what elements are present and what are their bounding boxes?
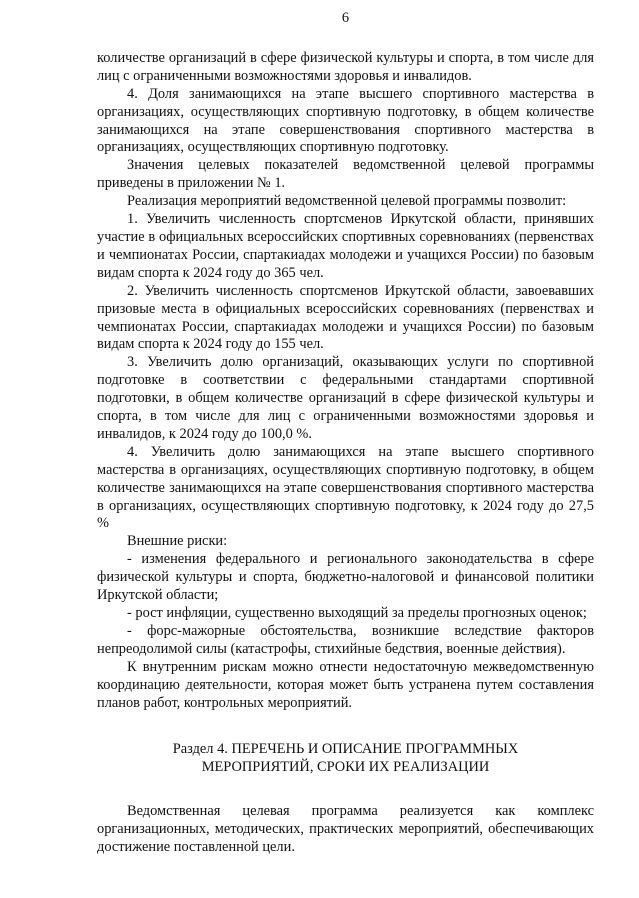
paragraph-risk-force-majeure: - форс-мажорные обстоятельства, возникшие вследствие факторов непреодолимой силы (катастрофы, стихийные бедствия, военные действия). [97, 622, 594, 657]
page-number: 6 [341, 10, 350, 26]
paragraph-result-1: 1. Увеличить численность спортсменов Иркутской области, принявших участие в официальных всероссийских спортивных соревнованиях (первенствах и чемпионатах России, спартакиадах молодежи и учащихся России) по базовым видам спорта к 2024 году до 365 чел. [97, 211, 594, 281]
body-text-bottom [97, 803, 594, 857]
paragraph-target-values: Значения целевых показателей ведомственной целевой программы приведены в приложении № 1. [97, 157, 594, 192]
paragraph-result-4: 4. Увеличить долю занимающихся на этапе высшего спортивного мастерства в организациях, осуществляющих спортивную подготовку, в общем количестве занимающихся на этапе совершенствования спортивного мастерства в организациях, осуществляющих спортивную подготовку, к 2024 году до 27,5 % [97, 443, 594, 532]
paragraph-external-risks-heading: Внешние риски: [127, 533, 228, 550]
body-text-top [97, 50, 594, 713]
paragraph-risk-inflation: - рост инфляции, существенно выходящий за пределы прогнозных оценок; [127, 605, 587, 621]
section-title-line-2: МЕРОПРИЯТИЙ, СРОКИ ИХ РЕАЛИЗАЦИИ [201, 759, 490, 776]
section-title [97, 741, 594, 777]
paragraph-indicator-4: 4. Доля занимающихся на этапе высшего спортивного мастерства в организациях, осуществляющих спортивную подготовку, в общем количестве занимающихся на этапе совершенствования спортивного мастерства в организациях, осуществляющих спортивную подготовку. [97, 85, 594, 156]
section-title-line-1: Раздел 4. ПЕРЕЧЕНЬ И ОПИСАНИЕ ПРОГРАММНЫХ [172, 741, 519, 758]
paragraph-continuation: количестве организаций в сфере физической культуры и спорта, в том числе для лиц с ограниченными возможностями здоровья и инвалидов. [97, 49, 594, 84]
paragraph-internal-risks: К внутренним рискам можно отнести недостаточную межведомственную координацию деятельности, которая может быть устранена путем составления планов работ, контрольных мероприятий. [97, 658, 594, 711]
paragraph-risk-legislation: - изменения федерального и регионального законодательства в сфере физической культуры и спорта, бюджетно-налоговой и финансовой политики Иркутской области; [97, 551, 594, 604]
paragraph-implementation-intro: Реализация мероприятий ведомственной целевой программы позволит: [127, 193, 567, 210]
paragraph-program-description: Ведомственная целевая программа реализуется как комплекс организационных, методических, практических мероприятий, обеспечивающих достижение поставленной цели. [97, 803, 594, 856]
paragraph-result-2: 2. Увеличить численность спортсменов Иркутской области, завоевавших призовые места в официальных всероссийских соревнованиях (первенствах и чемпионатах России, спартакиадах молодежи и учащихся России) по базовым видам спорта к 2024 году до 155 чел. [97, 282, 594, 353]
paragraph-result-3: 3. Увеличить долю организаций, оказывающих услуги по спортивной подготовке в соответствии с федеральными стандартами спортивной подготовки, в общем количестве организаций в сфере физической культуры и спорта, в том числе для лиц с ограниченными возможностями здоровья и инвалидов, к 2024 году до 100,0 %. [97, 354, 594, 442]
